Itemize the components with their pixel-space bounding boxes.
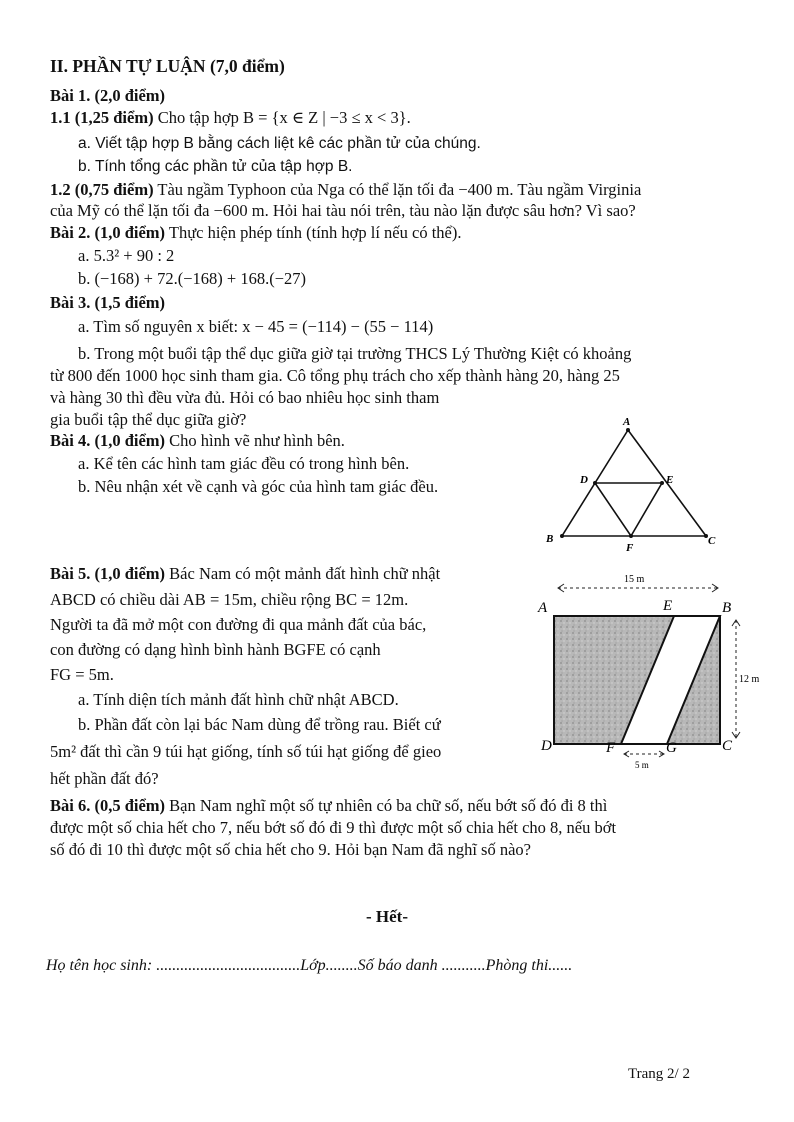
bai2-text: Thực hiện phép tính (tính hợp lí nếu có thể). [168, 223, 462, 242]
triangle-figure [540, 412, 720, 552]
bai1-a: a. Viết tập hợp B bằng cách liệt kê các phần tử của chúng. [78, 135, 481, 152]
rect-label-f: F [606, 740, 616, 756]
label-e: E [666, 474, 674, 486]
bai5-line5: FG = 5m. [50, 665, 114, 684]
label-c: C [708, 535, 716, 547]
bai5-line2: ABCD có chiều dài AB = 15m, chiều rộng BC = 12m. [50, 590, 409, 609]
bai5-b-line1: b. Phần đất còn lại bác Nam dùng để trồng rau. Biết cứ [78, 715, 441, 734]
label-a: A [623, 416, 631, 428]
rect-label-b: B [722, 600, 732, 616]
bai3-a: a. Tìm số nguyên x biết: x − 45 = (−114) − (55 − 114) [78, 317, 434, 336]
dim-right: 12 m [739, 674, 760, 685]
student-info-footer: Họ tên học sinh: ....................................Lớp........Số báo danh ...........Phòng thi...... [46, 957, 573, 974]
bai6-line2: được một số chia hết cho 7, nếu bớt số đó đi 9 thì được một số chia hết cho 8, nếu bớt [50, 818, 617, 837]
bai6-line1: Bạn Nam nghĩ một số tự nhiên có ba chữ số, nếu bớt số đó đi 8 thì [169, 796, 608, 815]
bai4-a: a. Kể tên các hình tam giác đều có trong hình bên. [78, 454, 410, 473]
bai5-title: Bài 5. (1,0 điểm) [50, 564, 166, 583]
bai4-header [50, 431, 345, 451]
bai1-q12-text: Tàu ngầm Typhoon của Nga có thể lặn tối đa −400 m. Tàu ngầm Virginia [157, 180, 642, 199]
bai1-title: Bài 1. (2,0 điểm) [50, 86, 166, 105]
bai2-header [50, 223, 461, 243]
label-d: D [580, 474, 588, 486]
rect-label-e: E [663, 598, 673, 614]
bai2-title: Bài 2. (1,0 điểm) [50, 223, 166, 242]
bai3-b-line1: b. Trong một buổi tập thể dục giữa giờ tại trường THCS Lý Thường Kiệt có khoảng [78, 344, 632, 363]
bai3-b-line3: và hàng 30 thì đều vừa đủ. Hỏi có bao nhiêu học sinh tham [50, 388, 440, 407]
rect-label-d: D [541, 738, 552, 754]
bai4-title: Bài 4. (1,0 điểm) [50, 431, 166, 450]
bai2-b: b. (−168) + 72.(−168) + 168.(−27) [78, 269, 306, 288]
rectangle-figure [536, 566, 772, 770]
bai5-line4: con đường có dạng hình bình hành BGFE có cạnh [50, 640, 381, 659]
bai5-b-line2: 5m² đất thì cần 9 túi hạt giống, tính số túi hạt giống để gieo [50, 742, 442, 761]
bai6-title: Bài 6. (0,5 điểm) [50, 796, 166, 815]
bai1-q12-label: 1.2 (0,75 điểm) [50, 180, 154, 199]
end-text: - Hết- [366, 907, 409, 926]
label-b: B [546, 533, 554, 545]
bai1-q11-label: 1.1 (1,25 điểm) [50, 108, 154, 127]
bai5-header [50, 564, 440, 584]
rect-label-g: G [666, 740, 677, 756]
bai1-q12-line1 [50, 180, 641, 200]
bai5-line3: Người ta đã mở một con đường đi qua mảnh đất của bác, [50, 615, 427, 634]
bai4-text: Cho hình vẽ như hình bên. [169, 431, 345, 450]
bai6-header [50, 796, 607, 816]
bai4-b: b. Nêu nhận xét về cạnh và góc của hình tam giác đều. [78, 477, 439, 496]
bai5-b-line3: hết phần đất đó? [50, 769, 159, 788]
rect-label-c: C [722, 738, 733, 754]
label-f: F [626, 542, 634, 552]
bai1-q12-line2: của Mỹ có thể lặn tối đa −600 m. Hỏi hai tàu nói trên, tàu nào lặn được sâu hơn? Vì sao? [50, 201, 636, 220]
bai3-b-line4: gia buổi tập thể dục giữa giờ? [50, 410, 247, 429]
triangle-def [595, 483, 662, 536]
rect-label-a: A [538, 600, 548, 616]
bai1-b: b. Tính tổng các phần tử của tập hợp B. [78, 158, 353, 175]
bai1-q11 [50, 108, 411, 128]
section-title: II. PHẦN TỰ LUẬN (7,0 điểm) [50, 56, 285, 76]
bai2-a: a. 5.3² + 90 : 2 [78, 246, 175, 265]
page-number: Trang 2/ 2 [628, 1066, 690, 1082]
bai3-b-line2: từ 800 đến 1000 học sinh tham gia. Cô tổng phụ trách cho xếp thành hàng 20, hàng 25 [50, 366, 620, 385]
bai1-q11-text: Cho tập hợp B = {x ∈ Z | −3 ≤ x < 3}. [157, 108, 411, 127]
bai5-line1: Bác Nam có một mảnh đất hình chữ nhật [169, 564, 441, 583]
bai3-title: Bài 3. (1,5 điểm) [50, 293, 166, 312]
bai6-line3: số đó đi 10 thì được một số chia hết cho 9. Hỏi bạn Nam đã nghĩ số nào? [50, 840, 531, 859]
dim-top: 15 m [624, 574, 645, 585]
dim-bottom: 5 m [635, 760, 649, 770]
bai5-a: a. Tính diện tích mảnh đất hình chữ nhật ABCD. [78, 690, 399, 709]
